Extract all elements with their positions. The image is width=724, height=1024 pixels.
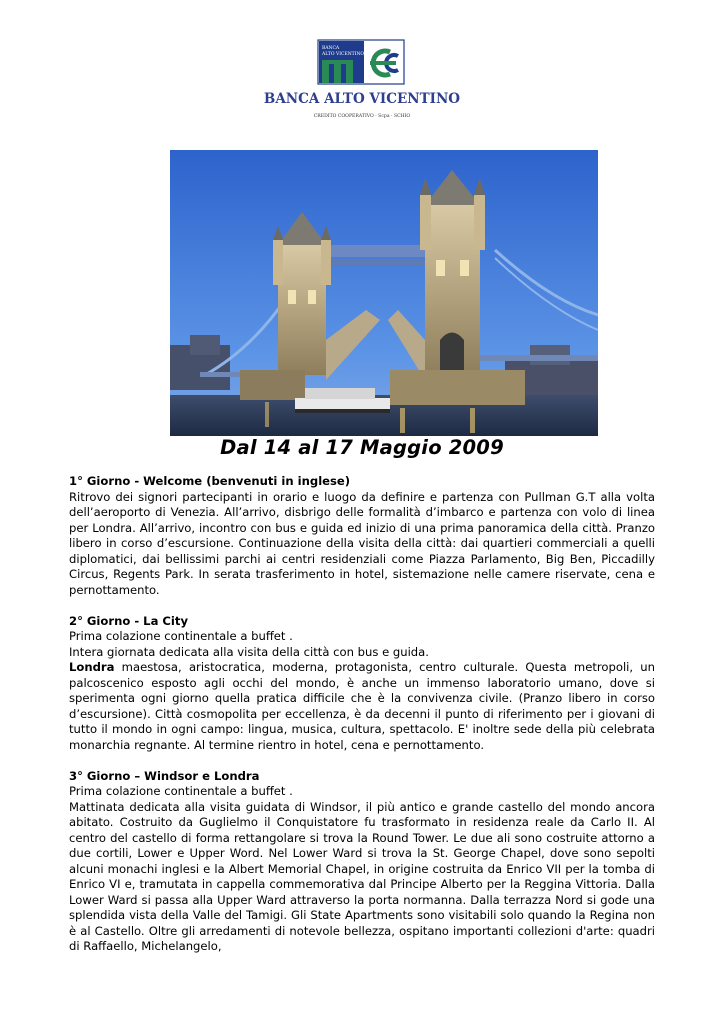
day-3-breakfast: Prima colazione continentale a buffet . bbox=[69, 784, 293, 798]
day-3-heading: 3° Giorno – Windsor e Londra bbox=[69, 768, 260, 783]
page-title: Dal 14 al 17 Maggio 2009 bbox=[220, 436, 504, 459]
itinerary bbox=[69, 474, 655, 970]
day-3-text: Mattinata dedicata alla visita guidata di Windsor, il più antico e grande castello del mondo ancora abitato. Costruito da Guglielmo il Conquistatore fu trasformato in residenza reale da Carlo II. Al centro del castello di forma rettangolare si trova la Round Tower. Le due ali sono costruite attorno a due cortili, Lower e Upper Word. Nel Lower Ward si trova la St. George Chapel, dove sono sepolti alcuni monachi inglesi e la Albert Memorial Chapel, in origine costruita da Enrico VII per la tomba di Enrico VI e, tramutata in cappella commemorativa dal Principe Alberto per la Reggina Vittoria. Dalla Lower Ward si passa alla Upper Ward attraverso la porta normanna. Dalla terrazza Nord si gode una splendida vista della Valle del Tamigi. Gli State Apartments sono visitabili solo quando la Regina non è al Castello. Oltre gli arredamenti di notevole bellezza, ospitano importanti collezioni d'arte: quadri di Raffaello, Michelangelo, bbox=[69, 799, 655, 953]
day-3-section bbox=[69, 769, 655, 955]
bank-logo bbox=[262, 38, 462, 128]
day-1-text: Ritrovo dei signori partecipanti in orario e luogo da definire e partenza con Pullman G.T alla volta dell’aeroporto di Venezia. All’arrivo, disbrigo delle formalità d’imbarco e partenza con volo di linea per Londra. All’arrivo, incontro con bus e guida ed inizio di una prima panoramica della città. Pranzo libero in corso d’escursione. Continuazione della visita della città: dai quartieri commerciali a quelli diplomatici, dai bellissimi parchi ai centri residenziali come Piazza Parlamento, Big Ben, Piccadilly Circus, Regents Park. In serata trasferimento in hotel, sistemazione nelle camere riservate, cena e pernottamento. bbox=[69, 489, 655, 597]
day-2-visit: Intera giornata dedicata alla visita della città con bus e guida. bbox=[69, 644, 429, 659]
day-2-breakfast: Prima colazione continentale a buffet . bbox=[69, 629, 293, 643]
bank-name: BANCA ALTO VICENTINO bbox=[263, 91, 461, 107]
city-name: Londra bbox=[69, 660, 115, 674]
tower-bridge-photo bbox=[170, 150, 598, 436]
bank-subtitle: CREDITO COOPERATIVO · Scpa · SCHIO bbox=[313, 114, 411, 119]
svg-text:BANCA: BANCA bbox=[322, 46, 340, 51]
day-1-section bbox=[69, 474, 655, 598]
day-1-heading: 1° Giorno - Welcome (benvenuti in inglese) bbox=[69, 474, 351, 488]
day-2-body: maestosa, aristocratica, moderna, protagonista, centro culturale. Questa metropoli, un palcoscenico esposto agli occhi del mondo, è anche un immenso laboratorio umano, dove si sperimenta ogni giorno quella pratica difficile che è la convivenza civile. (Pranzo libero in corso d’escursione). Città cosmopolita per eccellenza, è da decenni il punto di riferimento per i giovani di tutto il mondo in ogni campo: lingua, musica, cultura, spettacolo. E' inoltre sede della più celebrata monarchia regnante. Al termine rientro in hotel, cena e pernottamento. bbox=[69, 660, 655, 752]
day-2-text bbox=[69, 660, 655, 753]
day-2-heading: 2° Giorno - La City bbox=[69, 613, 189, 628]
svg-text:ALTO VICENTINO: ALTO VICENTINO bbox=[322, 52, 365, 57]
day-2-section bbox=[69, 614, 655, 754]
